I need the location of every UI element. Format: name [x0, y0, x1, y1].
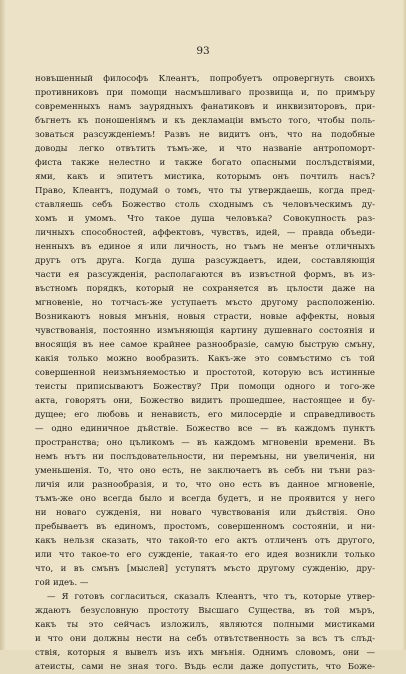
text-line: что, и въ смънъ [мыслей] уступятъ мъсто другому сужденію, дру-: [35, 564, 375, 574]
text-line: Возникаютъ новыя мнънія, новыя страсти, новые аффекты, новыя: [35, 312, 375, 322]
text-line: хомъ и умомъ. Что такое душа человъка? Совокупность раз-: [35, 214, 375, 224]
text-line: въстномъ порядкъ, который не сохраняется въ цълости даже на: [35, 284, 375, 294]
page-edge-left: [0, 0, 6, 650]
text-line: гой идеъ. —: [35, 578, 89, 588]
text-line: противниковъ при помощи насмъшливаго прозвища и, по примъру: [35, 88, 375, 98]
page-edge-right: [402, 0, 406, 650]
body-text: [35, 72, 375, 674]
text-line: ни новаго сужденія, ни новаго чувствованія или дъйствія. Оно: [35, 508, 375, 518]
text-line: дущее; его любовь и ненависть, его милосердіе и справедливость: [35, 410, 375, 420]
text-line: пространства; оно цъликомъ — въ каждомъ мгновеніи времени. Въ: [35, 438, 375, 448]
text-line: зоваться разсужденіемъ! Развъ не видитъ онъ, что на подобные: [35, 130, 375, 140]
text-line: какъ нельзя сказать, что такой-то его актъ отличенъ отъ другого,: [35, 536, 375, 546]
text-line: фиста также нелестно и также богато опасными послъдствіями,: [35, 158, 375, 168]
text-line: или что такое-то его сужденіе, такая-то его идея возникли только: [35, 550, 375, 560]
text-line: личныхъ способностей, аффектовъ, чувствъ, идей, — правда объеди-: [35, 228, 375, 238]
text-line: современныхъ намъ заурядныхъ фанатиковъ и инквизиторовъ, при-: [35, 102, 375, 112]
page-number: 93: [196, 45, 210, 57]
text-line: акта, говорятъ они, Божество видитъ прошедшее, настоящее и бу-: [35, 396, 375, 406]
text-line: чувствованія, постоянно измъняющія картину душевнаго состоянія и: [35, 326, 375, 336]
text-line: тъмъ-же оно всегда было и всегда будетъ, и не проявится у него: [35, 494, 375, 504]
text-line: какъ ты это сейчасъ изложилъ, являются полными мистиками: [35, 620, 375, 630]
text-line: пребываетъ въ единомъ, простомъ, совершенномъ состояніи, и ни-: [35, 522, 375, 532]
text-line: ствія, которыя я вывелъ изъ ихъ мнънія. Однимъ словомъ, они —: [35, 648, 375, 658]
text-line: части ея разсужденія, располагаются въ извъстной формъ, въ из-: [35, 270, 375, 280]
text-line: мгновеніе, но тотчасъ-же уступаетъ мъсто другому расположенію.: [35, 298, 375, 308]
text-line: какія только можно вообразить. Какъ-же это совмъстимо съ той: [35, 354, 375, 364]
text-line: ненныхъ въ единое я или личность, но тъмъ не менъе отличныхъ: [35, 242, 375, 252]
text-line: Право, Клеантъ, подумай о томъ, что ты утверждаешь, когда пред-: [35, 186, 375, 196]
text-line: совершенной неизмъняемостью и простотой, которую всъ истинные: [35, 368, 375, 378]
text-line: бъгнетъ къ поношеніямъ и къ декламаціи вмъсто того, чтобы поль-: [35, 116, 375, 126]
text-line: вносящія въ нее самое крайнее разнообразіе, самую быструю смъну,: [35, 340, 375, 350]
text-line: ями, какъ и эпитетъ мистика, которымъ онъ почтилъ насъ?: [35, 172, 375, 182]
text-line: другъ отъ друга. Когда душа разсуждаетъ, идеи, составляющія: [35, 256, 375, 266]
text-line: личія или разнообразія, и то, что оно есть въ данное мгновеніе,: [35, 480, 375, 490]
text-line: теисты приписываютъ Божеству? При помощи одного и того-же: [35, 382, 375, 392]
text-line: атеисты, сами не зная того. Въдь если даже допустить, что Боже-: [35, 662, 375, 672]
text-line: доводы легко отвътить тъмъ-же, и что названіе антропоморт-: [35, 144, 375, 154]
text-line: уменьшенія. То, что оно есть, не заключаетъ въ себъ ни тъни раз-: [35, 466, 375, 476]
text-line: новъшенный философъ Клеантъ, попробуетъ опровергнуть своихъ: [35, 74, 375, 84]
text-line: немъ нътъ ни послъдовательности, ни перемъны, ни увеличенія, ни: [35, 452, 375, 462]
text-line: ждаютъ безусловную простоту Высшаго Существа, въ той мъръ,: [35, 606, 375, 616]
text-line: — Я готовъ согласиться, сказалъ Клеантъ, что тъ, которые утвер-: [47, 592, 375, 602]
text-line: — одно единичное дъйствіе. Божество все — въ каждомъ пунктъ: [35, 424, 375, 434]
text-line: ставляешь себъ Божество столь сходнымъ съ человъческимъ ду-: [35, 200, 375, 210]
text-line: и что они должны нести на себъ отвътственность за всъ тъ слъд-: [35, 634, 375, 644]
